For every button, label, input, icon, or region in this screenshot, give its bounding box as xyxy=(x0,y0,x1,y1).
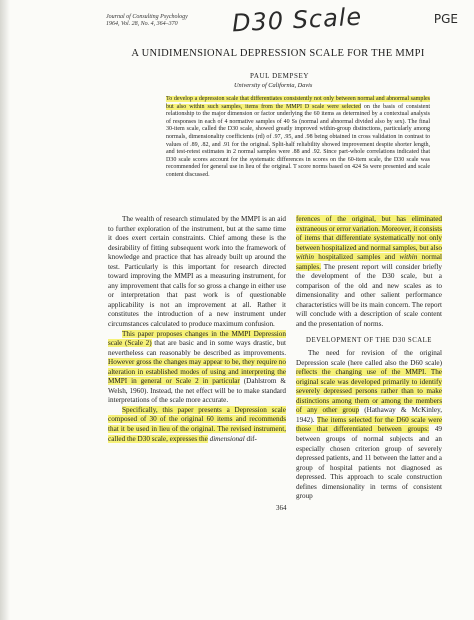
journal-volume: 1964, Vol. 28, No. 4, 364–370 xyxy=(106,21,178,27)
handwritten-scale-note: D30 Scale xyxy=(231,2,363,38)
paragraph-proposal xyxy=(108,330,286,406)
highlight-specifics: Specifically, this paper presents a Depression scale composed of 30 of the original 60 items and recommends that it be used in lieu of the original. The revised instrument, called the D30 scale, expresses the xyxy=(108,405,286,443)
highlight-normal-samples: normal samples. xyxy=(296,253,442,271)
text-proposal: that are basic and in some ways drastic, but nevertheless can reasonably be described as improvements. xyxy=(108,339,286,357)
author-name: PAUL DEMPSEY xyxy=(250,72,309,80)
abstract xyxy=(166,96,430,180)
abstract-text: on the basis of consistent relationship to the major dimension or factor underlying the 60 items as determined by a contextual analysis of responses in each of 4 normative samples of 40 Ss (normal and abnormal divided also by sex). The final 30-item scale, called the D30 scale, showed greatly improved within-group distinctions, particularly among normals, dimensionality coefficients (rd) of .97, .95, and .98 being obtained in cross validation in contrast to values of .89, .82, and .91 for the original. Split-half reliability showed improvement despite shorter length, and test-retest estimates in 2 normal samples were .88 and .92. Since part-whole correlations indicated that D30 scale scores account for the systematic differences in scores on the 60-item scale, the D30 scale was recommended for general use in lieu of the original. T score norms based on 424 Ss were presented and scale content discussed. xyxy=(166,103,430,178)
text-citation: (Hathaway & McKinley, 1942). xyxy=(296,406,442,424)
paragraph-specifics xyxy=(108,406,286,444)
abstract-highlight: To develop a depression scale that differentiates consistently not only between normal and abnormal samples but also within such samples, items from the MMPI D scale were selected xyxy=(166,96,430,110)
article-title: A UNIDIMENSIONAL DEPRESSION SCALE FOR THE MMPI xyxy=(131,48,425,59)
highlight-proposal: This paper proposes changes in the MMPI Depression scale (Scale 2) xyxy=(108,329,286,348)
text-groups: 49 between groups of normal subjects and an especially chosen criterion group of severely depressed patients, and 11 between the latter and a group of hospital patients not diagnosed as depressed. This approach to scale construction defines dimensionality in terms of consistent group xyxy=(296,425,443,501)
paragraph-intro: The wealth of research stimulated by the MMPI is an aid to further exploration of the instrument, but at the same time it does exert certain constraints. Chief among these is the desirability of fitting subsequent work into the framework of knowledge and practice that has already built up around the test. Particularly is this important for research directed toward improving the MMPI as a measuring instrument, for any improvement that calls for so gross a change in either use or interpretation that past work is of questionable applicability is not an improvement at all. Rather it constitutes the introduction of a new instrument under circumstances calculated to produce maximum confusion. xyxy=(108,215,286,329)
handwritten-corner-note: PGE xyxy=(433,12,458,26)
highlight-changing-use: reflects the changing use of the MMPI. The original scale was developed primarily to identify severely depressed persons rather than to make distinctions among them or among the members of any other group xyxy=(296,368,442,415)
text-need-for-revision: The need for revision of the original Depression scale (here called also the D60 scale) xyxy=(296,349,442,367)
page-number: 364 xyxy=(276,504,287,512)
highlight-item-selection: The items selected for the D60 scale were those that differentiated between groups: xyxy=(296,415,443,434)
left-column xyxy=(108,215,286,444)
text-report-plan: The present report will consider briefly the development of the D30 scale, but a comparison of the old and new scales as to dimensionality and other salient performance characteristics will be its main concern. The report will conclude with a description of scale content and the presentation of norms. xyxy=(296,262,442,329)
author-affiliation: University of California, Davis xyxy=(234,82,313,89)
text-specifics-end: dif- xyxy=(244,434,257,443)
highlight-differences: ferences of the original, but has eliminated extraneous or error variation. Moreover, it consists of items that differentiate systematically not only between hospitalized and normal samples, but also xyxy=(296,215,442,252)
emphasis-within-2: within xyxy=(399,253,418,262)
paragraph-continuation xyxy=(296,215,442,330)
journal-citation xyxy=(106,14,188,28)
right-column xyxy=(296,215,442,502)
text-proposal-end: (Dahlstrom & Welsh, 1960). Instead, the net effect will be to make standard interpretations of the scale more accurate. xyxy=(108,377,287,405)
scan-edge-shadow xyxy=(0,0,10,620)
paragraph-development xyxy=(296,349,442,502)
emphasis-dimensional: dimensional xyxy=(207,434,245,443)
highlight-changes: However gross the changes may appear to be, they require no alteration in established modes of using and interpreting the MMPI in general or Scale 2 in particular xyxy=(108,358,286,386)
section-heading: DEVELOPMENT OF THE D30 SCALE xyxy=(306,336,432,344)
journal-name: Journal of Consulting Psychology xyxy=(106,14,188,20)
highlight-samples: hospitalized samples and xyxy=(313,253,400,262)
emphasis-within-1: within xyxy=(296,253,314,262)
